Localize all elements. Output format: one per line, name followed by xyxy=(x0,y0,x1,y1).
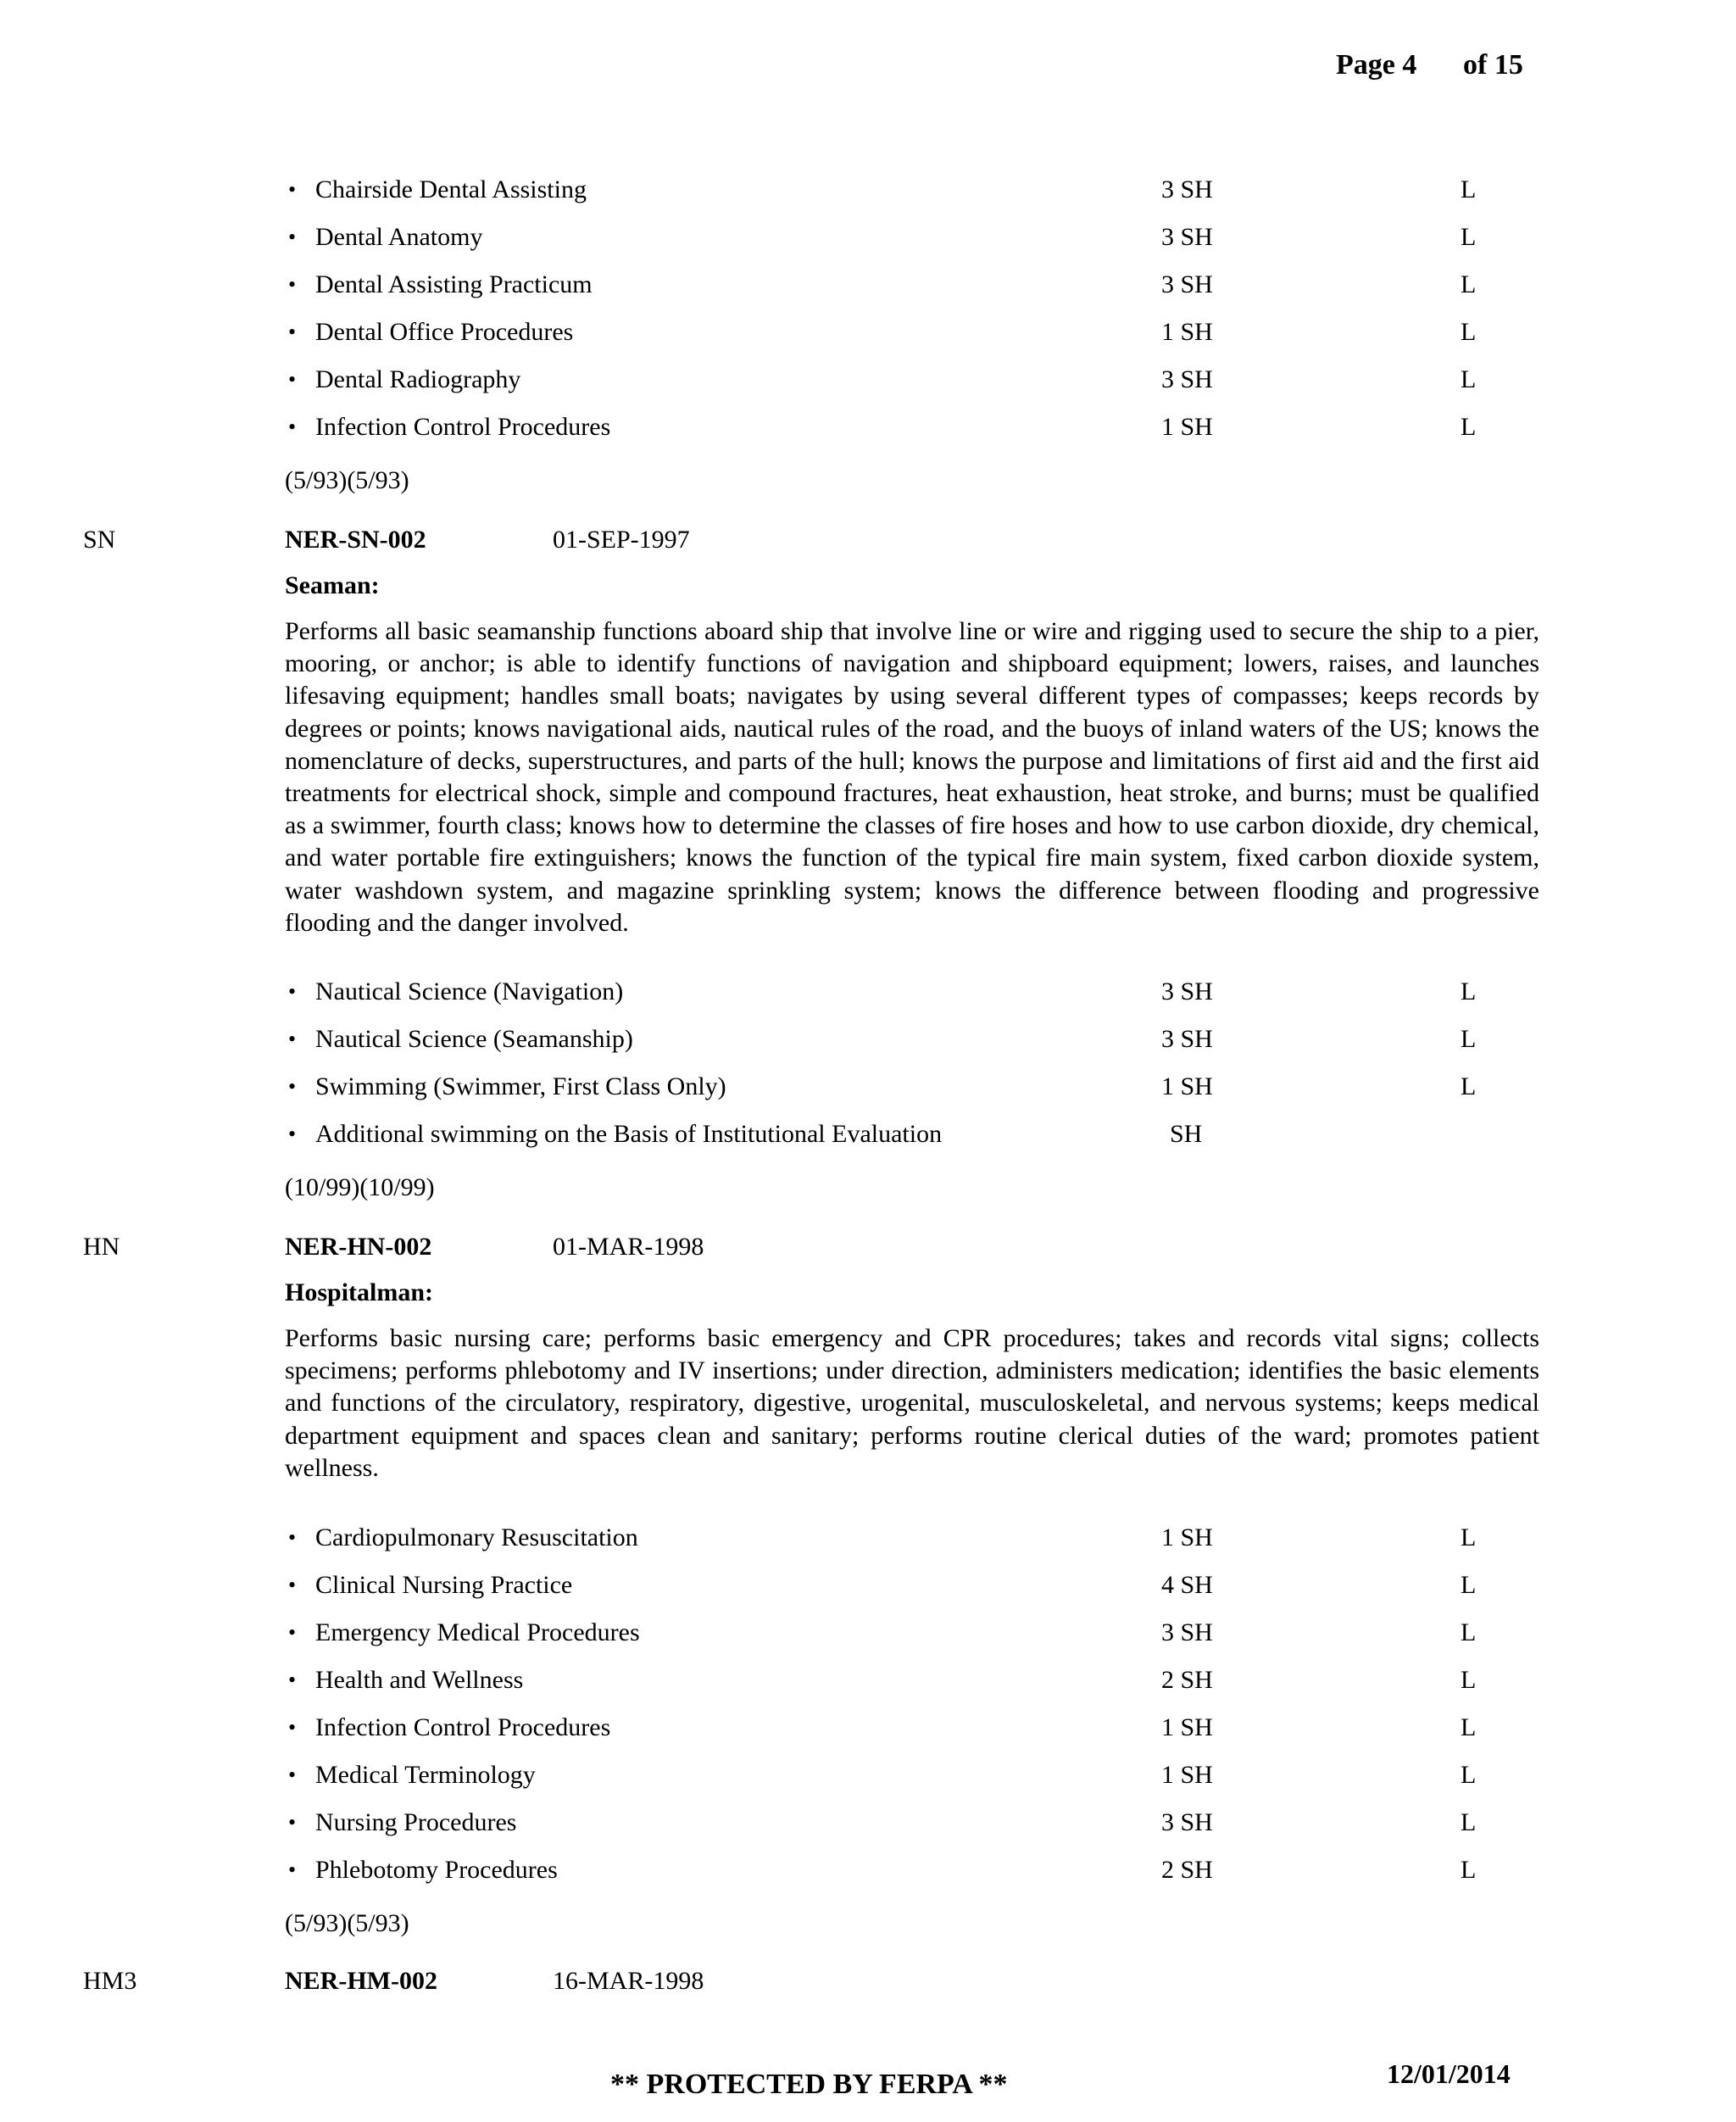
bullet-icon: • xyxy=(288,1715,297,1740)
bullet-icon: • xyxy=(288,979,297,1004)
course-list-hospitalman xyxy=(288,1514,1492,1894)
course-level: L xyxy=(1461,223,1477,251)
bullet-icon: • xyxy=(288,1074,297,1099)
course-name: Dental Radiography xyxy=(315,365,521,393)
bullet-icon: • xyxy=(288,1810,297,1835)
course-credit: 1 SH xyxy=(1161,413,1213,441)
course-level: L xyxy=(1461,1713,1477,1741)
list-item xyxy=(288,968,1492,1016)
course-date: 16-MAR-1998 xyxy=(553,1967,704,1995)
list-item xyxy=(288,1657,1492,1704)
course-credit: SH xyxy=(1170,1120,1203,1148)
course-level: L xyxy=(1461,365,1477,393)
course-description: Performs all basic seamanship functions aboard ship that involve line or wire and rigging used to secure the ship to a pier, mooring, or anchor; is able to identify functions of navigation and shipboard equipment; lowers, raises, and launches lifesaving equipment; handles small boats; navigates by using several different types of compasses; keeps records by degrees or points; knows navigational aids, nautical rules of the road, and the buoys of inland waters of the US; knows the nomenclature of decks, superstructures, and parts of the hull; knows the purpose and limitations of first aid and the first aid treatments for electrical shock, simple and compound fractures, heat exhaustion, heat stroke, and burns; must be qualified as a swimmer, fourth class; knows how to determine the classes of fire hoses and how to use carbon dioxide, dry chemical, and water portable fire extinguishers; knows the function of the typical fire main system, fixed carbon dioxide system, water washdown system, and magazine sprinkling system; knows the difference between flooding and progressive flooding and the danger involved. xyxy=(285,617,1539,937)
course-level: L xyxy=(1461,1523,1477,1551)
course-name: Clinical Nursing Practice xyxy=(315,1571,573,1599)
page-total: of 15 xyxy=(1463,49,1523,81)
course-name: Cardiopulmonary Resuscitation xyxy=(315,1523,638,1551)
course-name: Infection Control Procedures xyxy=(315,413,611,441)
course-credit: 1 SH xyxy=(1161,1523,1213,1551)
bullet-icon: • xyxy=(288,1857,297,1882)
list-item xyxy=(288,1063,1492,1111)
course-level: L xyxy=(1461,1571,1477,1599)
list-item xyxy=(288,1562,1492,1609)
course-date: 01-SEP-1997 xyxy=(553,526,690,554)
course-name: Phlebotomy Procedures xyxy=(315,1856,558,1884)
course-level: L xyxy=(1461,1025,1477,1053)
list-item xyxy=(288,356,1492,404)
course-name: Dental Anatomy xyxy=(315,223,483,251)
course-name: Additional swimming on the Basis of Institutional Evaluation xyxy=(315,1120,943,1148)
list-item xyxy=(288,261,1492,309)
rate-label: HM3 xyxy=(83,1967,137,1995)
course-code: NER-HN-002 xyxy=(285,1233,432,1261)
course-credit: 3 SH xyxy=(1161,223,1213,251)
course-level: L xyxy=(1461,175,1477,203)
list-item xyxy=(288,1752,1492,1799)
list-item xyxy=(288,1609,1492,1657)
bullet-icon: • xyxy=(288,320,297,344)
course-credit: 3 SH xyxy=(1161,1618,1213,1646)
course-level: L xyxy=(1461,1808,1477,1836)
list-item xyxy=(288,214,1492,261)
course-title: Seaman: xyxy=(285,571,380,599)
course-credit: 2 SH xyxy=(1161,1666,1213,1694)
course-credit: 2 SH xyxy=(1161,1856,1213,1884)
revision-note: (5/93)(5/93) xyxy=(285,1909,409,1937)
bullet-icon: • xyxy=(288,1668,297,1692)
course-level: L xyxy=(1461,1856,1477,1884)
list-item xyxy=(288,1514,1492,1562)
course-credit: 3 SH xyxy=(1161,1025,1213,1053)
revision-note: (5/93)(5/93) xyxy=(285,466,409,494)
course-list-dental xyxy=(288,166,1492,451)
course-credit: 1 SH xyxy=(1161,1761,1213,1789)
bullet-icon: • xyxy=(288,1027,297,1051)
list-item xyxy=(288,404,1492,451)
list-item xyxy=(288,1799,1492,1846)
course-code: NER-SN-002 xyxy=(285,526,426,554)
course-name: Chairside Dental Assisting xyxy=(315,175,587,203)
bullet-icon: • xyxy=(288,1525,297,1550)
revision-note: (10/99)(10/99) xyxy=(285,1173,435,1201)
course-name: Nursing Procedures xyxy=(315,1808,517,1836)
course-name: Infection Control Procedures xyxy=(315,1713,611,1741)
course-level: L xyxy=(1461,1666,1477,1694)
footer-date: 12/01/2014 xyxy=(1387,2058,1511,2089)
bullet-icon: • xyxy=(288,415,297,439)
course-credit: 1 SH xyxy=(1161,1713,1213,1741)
list-item xyxy=(288,309,1492,356)
course-name: Nautical Science (Seamanship) xyxy=(315,1025,633,1053)
bullet-icon: • xyxy=(288,1122,297,1146)
bullet-icon: • xyxy=(288,225,297,249)
course-credit: 3 SH xyxy=(1161,977,1213,1005)
course-level: L xyxy=(1461,318,1477,346)
course-level: L xyxy=(1461,977,1477,1005)
course-name: Emergency Medical Procedures xyxy=(315,1618,640,1646)
course-name: Medical Terminology xyxy=(315,1761,536,1789)
course-list-seaman xyxy=(288,968,1492,1158)
rate-label: SN xyxy=(83,526,116,554)
course-credit: 1 SH xyxy=(1161,318,1213,346)
course-name: Dental Office Procedures xyxy=(315,318,574,346)
course-name: Dental Assisting Practicum xyxy=(315,270,593,298)
course-credit: 3 SH xyxy=(1161,365,1213,393)
course-description: Performs basic nursing care; performs basic emergency and CPR procedures; takes and records vital signs; collects specimens; performs phlebotomy and IV insertions; under direction, administers medication; identifies the basic elements and functions of the circulatory, respiratory, digestive, urogenital, musculoskeletal, and nervous systems; keeps medical department equipment and spaces clean and sanitary; performs routine clerical duties of the ward; promotes patient wellness. xyxy=(285,1324,1539,1482)
list-item xyxy=(288,1016,1492,1063)
course-title: Hospitalman: xyxy=(285,1278,434,1306)
course-level: L xyxy=(1461,1072,1477,1100)
page-number: Page 4 xyxy=(1336,49,1417,81)
course-level: L xyxy=(1461,270,1477,298)
bullet-icon: • xyxy=(288,272,297,297)
course-level: L xyxy=(1461,1618,1477,1646)
course-name: Swimming (Swimmer, First Class Only) xyxy=(315,1072,726,1100)
course-credit: 1 SH xyxy=(1161,1072,1213,1100)
bullet-icon: • xyxy=(288,367,297,392)
rate-label: HN xyxy=(83,1233,120,1261)
ferpa-notice: ** PROTECTED BY FERPA ** xyxy=(610,2069,1008,2100)
bullet-icon: • xyxy=(288,1763,297,1787)
list-item xyxy=(288,166,1492,214)
bullet-icon: • xyxy=(288,177,297,202)
course-level: L xyxy=(1461,413,1477,441)
course-code: NER-HM-002 xyxy=(285,1967,437,1995)
list-item xyxy=(288,1846,1492,1894)
course-name: Health and Wellness xyxy=(315,1666,524,1694)
bullet-icon: • xyxy=(288,1620,297,1645)
bullet-icon: • xyxy=(288,1573,297,1597)
course-level: L xyxy=(1461,1761,1477,1789)
list-item xyxy=(288,1704,1492,1752)
course-credit: 3 SH xyxy=(1161,270,1213,298)
course-name: Nautical Science (Navigation) xyxy=(315,977,624,1005)
course-credit: 4 SH xyxy=(1161,1571,1213,1599)
list-item xyxy=(288,1111,1492,1158)
course-credit: 3 SH xyxy=(1161,1808,1213,1836)
course-date: 01-MAR-1998 xyxy=(553,1233,704,1261)
course-credit: 3 SH xyxy=(1161,175,1213,203)
